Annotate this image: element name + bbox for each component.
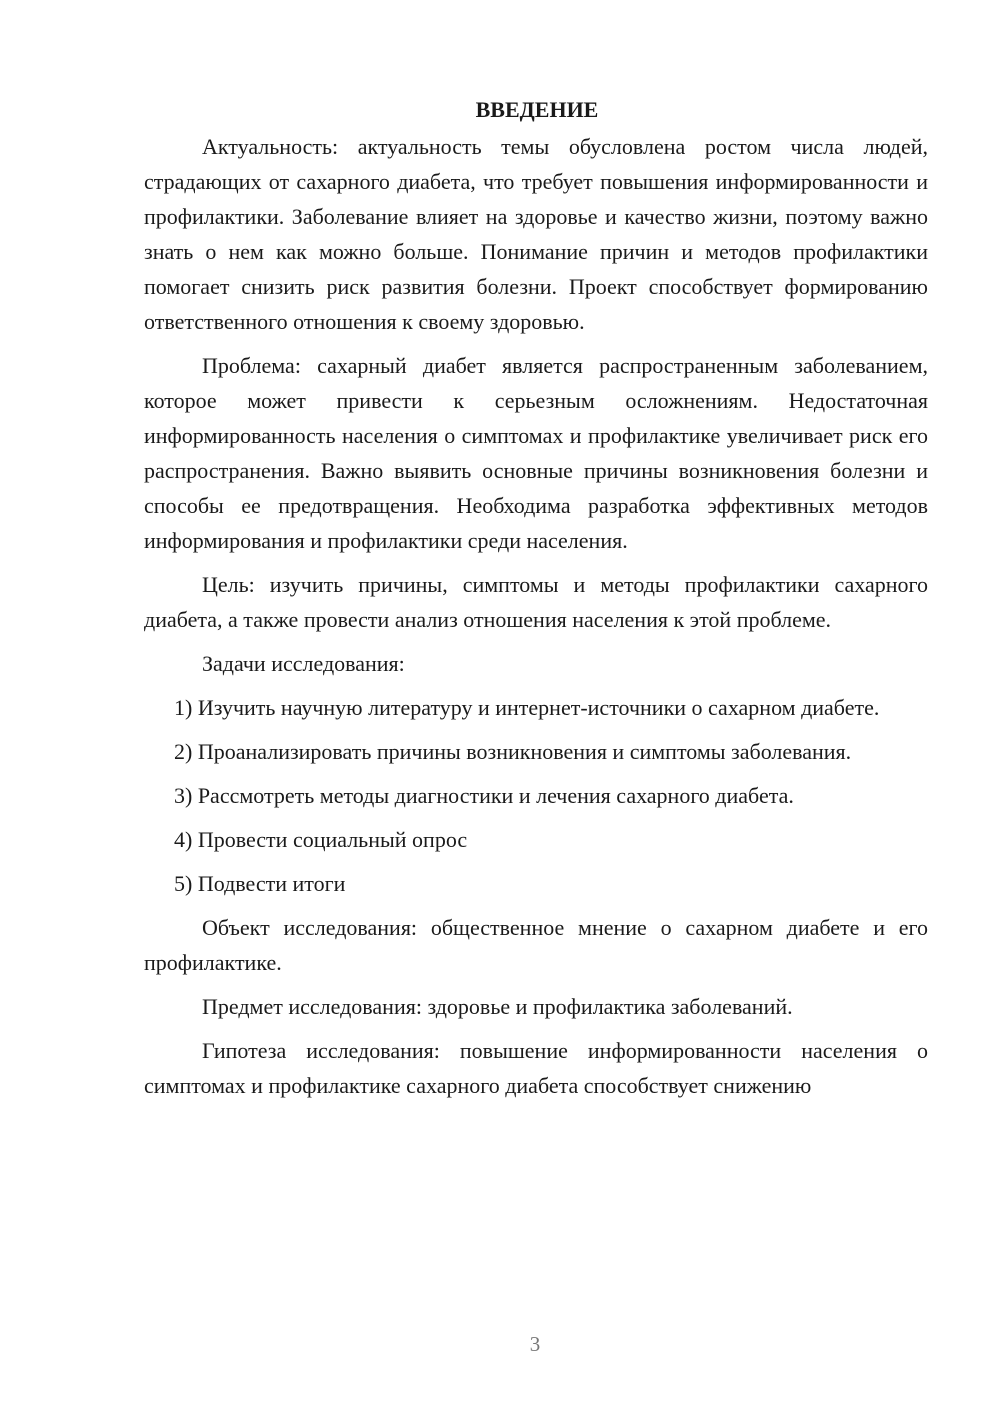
- page-number: 3: [529, 1332, 541, 1356]
- relevance-paragraph: Актуальность: актуальность темы обусловлена ростом числа людей, страдающих от сахарного диабета, что требует повышения информированности и профилактики. Заболевание влияет на здоровье и качество жизни, поэтому важно знать о нем как можно больше. Понимание причин и методов профилактики помогает снизить риск развития болезни. Проект способствует формированию ответственного отношения к своему здоровью.: [144, 134, 928, 334]
- task-item-3: 3) Рассмотреть методы диагностики и лечения сахарного диабета.: [174, 783, 794, 808]
- task-item-4: 4) Провести социальный опрос: [174, 827, 468, 852]
- goal-paragraph: Цель: изучить причины, симптомы и методы профилактики сахарного диабета, а также провести анализ отношения населения к этой проблеме.: [144, 572, 928, 632]
- task-item-2: 2) Проанализировать причины возникновения и симптомы заболевания.: [174, 739, 852, 764]
- task-item-1: 1) Изучить научную литературу и интернет-источники о сахарном диабете.: [174, 695, 880, 720]
- object-paragraph: Объект исследования: общественное мнение о сахарном диабете и его профилактике.: [144, 915, 928, 975]
- hypothesis-paragraph: Гипотеза исследования: повышение информированности населения о симптомах и профилактике сахарного диабета способствует снижению: [144, 1038, 928, 1098]
- subject-paragraph: Предмет исследования: здоровье и профилактика заболеваний.: [202, 994, 793, 1019]
- tasks-heading: Задачи исследования:: [202, 651, 405, 676]
- task-item-5: 5) Подвести итоги: [174, 871, 346, 896]
- page-content: [144, 92, 928, 1112]
- problem-paragraph: Проблема: сахарный диабет является распространенным заболеванием, которое может привести к серьезным осложнениям. Недостаточная информированность населения о симптомах и профилактике увеличивает риск его распространения. Важно выявить основные причины возникновения болезни и способы ее предотвращения. Необходима разработка эффективных методов информирования и профилактики среди населения.: [144, 353, 928, 553]
- section-title: ВВЕДЕНИЕ: [475, 97, 599, 122]
